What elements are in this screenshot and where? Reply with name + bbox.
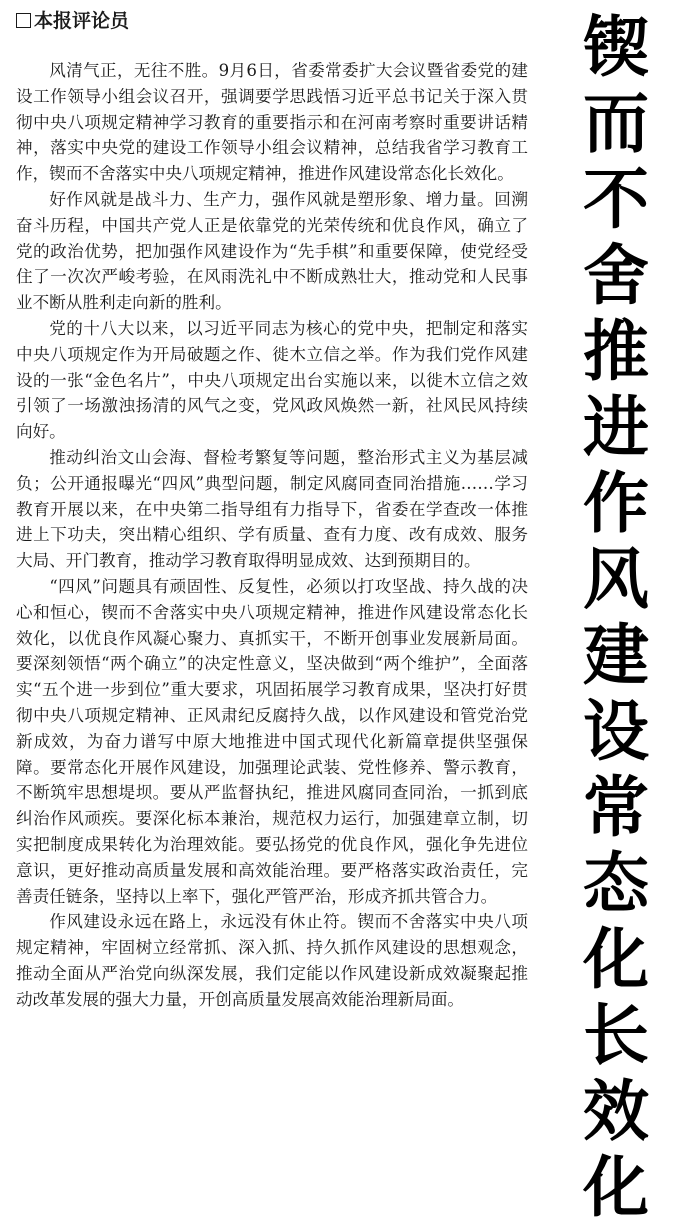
byline [16,9,129,33]
headline: 锲而不舍推进作风建设常态化长效化 [583,9,649,1226]
paragraph: “四风”问题具有顽固性、反复性，必须以打攻坚战、持久战的决心和恒心，锲而不舍落实中央八项规定精神，推进作风建设常态化长效化，以优良作风凝心聚力、真抓实干，不断开创事业发展新局面。要深刻领悟“两个确立”的决定性意义，坚决做到“两个维护”，全面落实“五个进一步到位”重大要求，巩固拓展学习教育成果，坚决打好贯彻中央八项规定精神、正风肃纪反腐持久战，以作风建设和管党治党新成效，为奋力谱写中原大地推进中国式现代化新篇章提供坚强保障。要常态化开展作风建设，加强理论武装、党性修养、警示教育，不断筑牢思想堤坝。要从严监督执纪，推进风腐同查同治，一抓到底纠治作风顽疾。要深化标本兼治，规范权力运行，加强建章立制，切实把制度成果转化为治理效能。要弘扬党的优良作风，强化争先进位意识，更好推动高质量发展和高效能治理。要严格落实政治责任，完善责任链条，坚持以上率下，强化严管严治，形成齐抓共管合力。 [16,576,528,906]
paragraph: 党的十八大以来，以习近平同志为核心的党中央，把制定和落实中央八项规定作为开局破题之作、徙木立信之举。作为我们党作风建设的一张“金色名片”，中央八项规定出台实施以来，以徙木立信之效引领了一场激浊扬清的风气之变，党风政风焕然一新，社风民风持续向好。 [16,318,528,442]
square-box-icon [16,13,31,28]
paragraph: 推动纠治文山会海、督检考繁复等问题，整治形式主义为基层减负；公开通报曝光“四风”典型问题，制定风腐同查同治措施……学习教育开展以来，在中央第二指导组有力指导下，省委在学查改一体推进上下功夫，突出精心组织、学有质量、查有力度、改有成效、服务大局、开门教育，推动学习教育取得明显成效、达到预期目的。 [16,447,528,571]
article-body [16,58,528,1012]
paragraph: 好作风就是战斗力、生产力，强作风就是塑形象、增力量。回溯奋斗历程，中国共产党人正是依靠党的光荣传统和优良作风，确立了党的政治优势，把加强作风建设作为“先手棋”和重要保障，使党经受住了一次次严峻考验，在风雨洗礼中不断成熟壮大，推动党和人民事业不断从胜利走向新的胜利。 [16,189,528,313]
paragraph: 作风建设永远在路上，永远没有休止符。锲而不舍落实中央八项规定精神，牢固树立经常抓、深入抓、持久抓作风建设的思想观念，推动全面从严治党向纵深发展，我们定能以作风建设新成效凝聚起推动改革发展的强大力量，开创高质量发展高效能治理新局面。 [16,912,528,1009]
paragraph: 风清气正，无往不胜。9月6日，省委常委扩大会议暨省委党的建设工作领导小组会议召开，强调要学思践悟习近平总书记关于深入贯彻中央八项规定精神学习教育的重要指示和在河南考察时重要讲话精神，落实中央党的建设工作领导小组会议精神，总结我省学习教育工作，锲而不舍落实中央八项规定精神，推进作风建设常态化长效化。 [16,61,528,184]
byline-text: 本报评论员 [34,10,130,32]
